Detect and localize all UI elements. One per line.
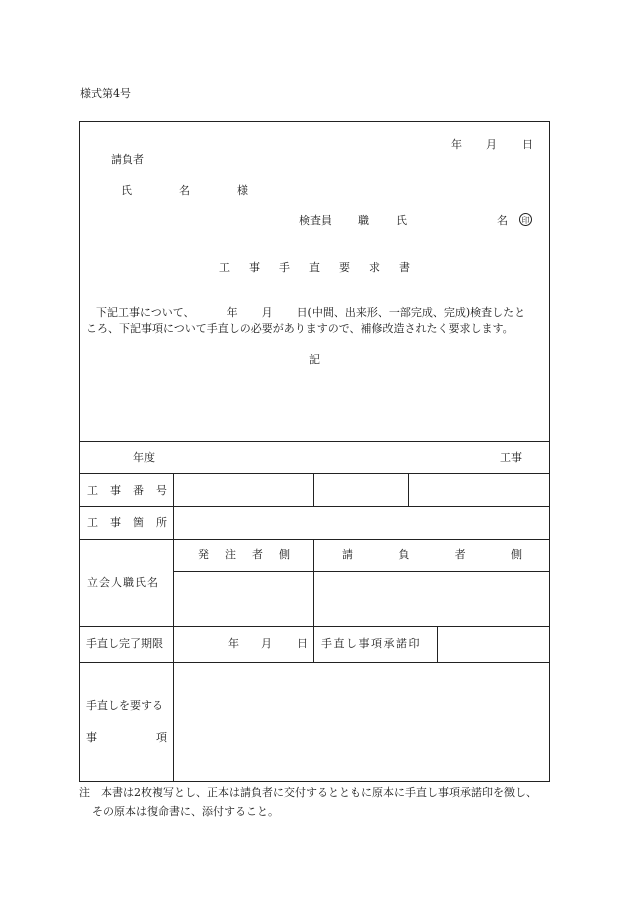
approval-seal-label: 手直し事項承諾印 — [321, 637, 421, 650]
work-number-char-1: 工 — [87, 484, 98, 497]
addressee-name-line — [121, 185, 248, 196]
contractor-side-char-4: 側 — [510, 548, 522, 561]
items-label-char-1: 事 — [86, 731, 97, 744]
orderer-side-header — [198, 549, 290, 560]
recipient-label: 請負者 — [111, 153, 144, 166]
contractor-side-char-1: 請 — [342, 548, 353, 561]
work-number-label — [87, 485, 167, 496]
orderer-side-char-3: 者 — [252, 548, 263, 561]
items-label-char-2: 項 — [156, 731, 167, 744]
addressee-sama: 様 — [237, 184, 248, 197]
divider-work-location — [79, 539, 550, 540]
body-line-1 — [96, 305, 525, 321]
deadline-month: 月 — [261, 637, 272, 650]
work-location-label — [87, 517, 167, 528]
date-day: 日 — [522, 138, 533, 151]
contractor-side-char-3: 者 — [454, 548, 466, 561]
addressee-mei: 名 — [179, 184, 190, 197]
inspector-post: 職 — [358, 214, 369, 227]
work-location-char-1: 工 — [87, 516, 98, 529]
body-line-2: ころ、下記事項について手直しの必要がありますので、補修改造されたく要求します。 — [86, 322, 514, 335]
divider-sides — [313, 539, 314, 662]
contractor-side-header — [342, 549, 522, 560]
divider-work-number-b — [408, 473, 409, 506]
title-char-1: 工 — [219, 261, 230, 274]
body-inspection-text: 日(中間、出来形、一部完成、完成)検査したと — [296, 306, 526, 319]
divider-witness — [79, 626, 550, 627]
addressee-shi: 氏 — [121, 184, 132, 197]
note-line-2: その原本は復命書に、添付すること。 — [92, 805, 279, 818]
title-char-3: 手 — [279, 261, 290, 274]
deadline-label: 手直し完了期限 — [86, 637, 163, 650]
orderer-side-char-1: 発 — [198, 548, 209, 561]
date-year: 年 — [451, 138, 462, 151]
form-number: 様式第4号 — [80, 87, 131, 100]
title-char-6: 求 — [369, 261, 380, 274]
body-month: 月 — [261, 306, 273, 319]
fiscal-year-label: 年度 — [133, 451, 155, 464]
divider-deadline — [79, 662, 550, 663]
items-label-line-2 — [86, 732, 167, 743]
inspector-shi: 氏 — [396, 214, 407, 227]
deadline-day: 日 — [297, 637, 308, 650]
orderer-side-char-2: 注 — [225, 548, 236, 561]
divider-work-number — [79, 506, 550, 507]
title-char-4: 直 — [309, 261, 320, 274]
items-label-line-1: 手直しを要する — [86, 699, 163, 712]
witness-label: 立会人職氏名 — [87, 576, 159, 589]
seal-mark: 印 — [519, 213, 532, 226]
orderer-side-char-4: 側 — [279, 548, 290, 561]
title-char-5: 要 — [339, 261, 350, 274]
divider-seal-cell — [437, 626, 438, 662]
divider-witness-sub — [173, 571, 550, 572]
inspector-title: 検査員 — [299, 214, 332, 227]
divider-project — [79, 473, 550, 474]
title-char-7: 書 — [399, 261, 410, 274]
ki-mark: 記 — [309, 353, 320, 366]
work-number-char-2: 事 — [110, 484, 121, 497]
divider-work-number-a — [313, 473, 314, 506]
work-suffix-label: 工事 — [500, 451, 522, 464]
body-intro: 下記工事について、 — [96, 306, 195, 319]
note-line-1: 注 本書は2枚複写とし、正本は請負者に交付するとともに原本に手直し事項承諾印を徴し、 — [79, 786, 537, 799]
work-number-char-3: 番 — [133, 484, 144, 497]
work-location-char-3: 箇 — [133, 516, 144, 529]
deadline-year: 年 — [228, 637, 239, 650]
inspector-mei: 名 — [497, 214, 508, 227]
divider-header — [79, 441, 550, 442]
work-location-char-2: 事 — [110, 516, 121, 529]
document-title — [219, 262, 410, 273]
work-number-char-4: 号 — [156, 484, 167, 497]
title-char-2: 事 — [249, 261, 260, 274]
divider-label-column — [173, 473, 174, 782]
work-location-char-4: 所 — [156, 516, 167, 529]
contractor-side-char-2: 負 — [398, 548, 410, 561]
date-month: 月 — [486, 138, 497, 151]
body-year: 年 — [226, 306, 238, 319]
